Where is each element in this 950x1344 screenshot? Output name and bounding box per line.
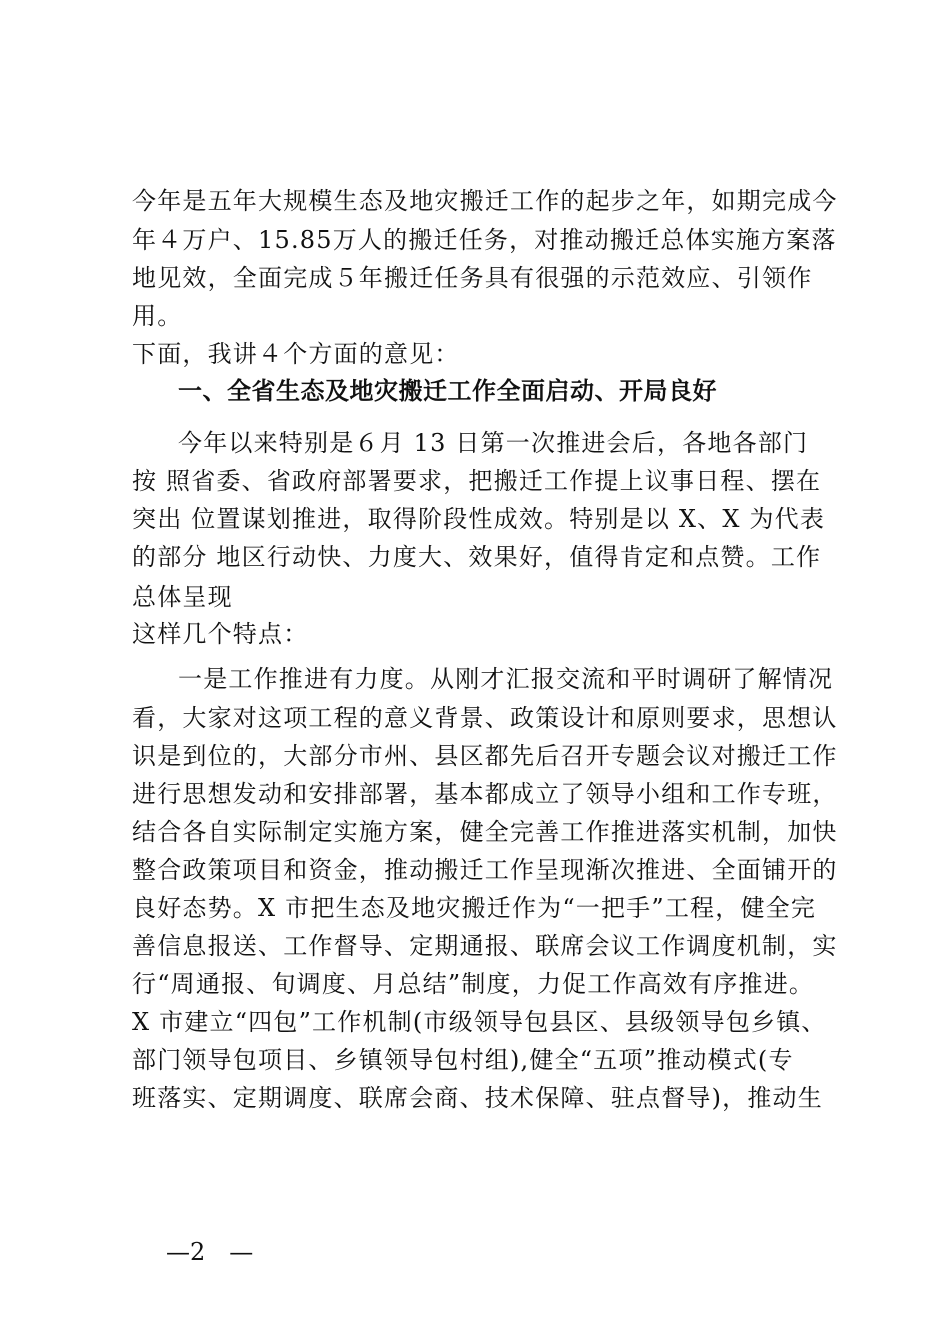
paragraph-2-line-6: 这样几个特点： xyxy=(132,620,309,648)
paragraph-3-line-2: 看，大家对这项工程的意义背景、政策设计和原则要求，思想认 xyxy=(132,704,838,732)
paragraph-3-line-8: 善信息报送、工作督导、定期通报、联席会议工作调度机制，实 xyxy=(132,932,838,960)
paragraph-3-line-3: 识是到位的，大部分市州、县区都先后召开专题会议对搬迁工作 xyxy=(132,742,838,770)
section-heading-1: 一、全省生态及地灾搬迁工作全面启动、开局良好 xyxy=(178,377,717,405)
paragraph-2-line-5: 总体呈现 xyxy=(132,583,233,611)
paragraph-3-line-11: 部门领导包项目、乡镇领导包村组),健全“五项”推动模式(专 xyxy=(132,1046,794,1074)
paragraph-3-line-4: 进行思想发动和安排部署，基本都成立了领导小组和工作专班， xyxy=(132,780,838,808)
paragraph-2-line-4: 的部分 地区行动快、力度大、效果好，值得肯定和点赞。工作 xyxy=(132,543,822,571)
page-number: —2 — xyxy=(166,1238,254,1266)
paragraph-2-line-1: 今年以来特别是６月 13 日第一次推进会后，各地各部门 xyxy=(178,429,809,457)
paragraph-3-line-6: 整合政策项目和资金，推动搬迁工作呈现渐次推进、全面铺开的 xyxy=(132,856,838,884)
paragraph-3-line-12: 班落实、定期调度、联席会商、技术保障、驻点督导)，推动生 xyxy=(132,1084,823,1112)
paragraph-1-line-3: 地见效，全面完成５年搬迁任务具有很强的示范效应、引领作 xyxy=(132,264,813,292)
paragraph-1-line-2: 年４万户、15.85万人的搬迁任务，对推动搬迁总体实施方案落 xyxy=(132,226,837,254)
paragraph-1-line-1: 今年是五年大规模生态及地灾搬迁工作的起步之年，如期完成今 xyxy=(132,187,838,215)
paragraph-3-line-10: X 市建立“四包”工作机制(市级领导包县区、县级领导包乡镇、 xyxy=(132,1008,827,1036)
paragraph-3-line-5: 结合各自实际制定实施方案，健全完善工作推进落实机制，加快 xyxy=(132,818,838,846)
paragraph-1-line-4: 用。 xyxy=(132,302,183,330)
paragraph-3-line-7: 良好态势。X 市把生态及地灾搬迁作为“一把手”工程，健全完 xyxy=(132,894,817,922)
paragraph-3-line-9: 行“周通报、旬调度、月总结”制度，力促工作高效有序推进。 xyxy=(132,970,815,998)
paragraph-3-line-1: 一是工作推进有力度。从刚才汇报交流和平时调研了解情况 xyxy=(178,665,834,693)
paragraph-2-line-3: 突出 位置谋划推进，取得阶段性成效。特别是以 X、X 为代表 xyxy=(132,505,826,533)
intro-line: 下面，我讲４个方面的意见： xyxy=(132,340,460,368)
paragraph-2-line-2: 按 照省委、省政府部署要求，把搬迁工作提上议事日程、摆在 xyxy=(132,467,822,495)
